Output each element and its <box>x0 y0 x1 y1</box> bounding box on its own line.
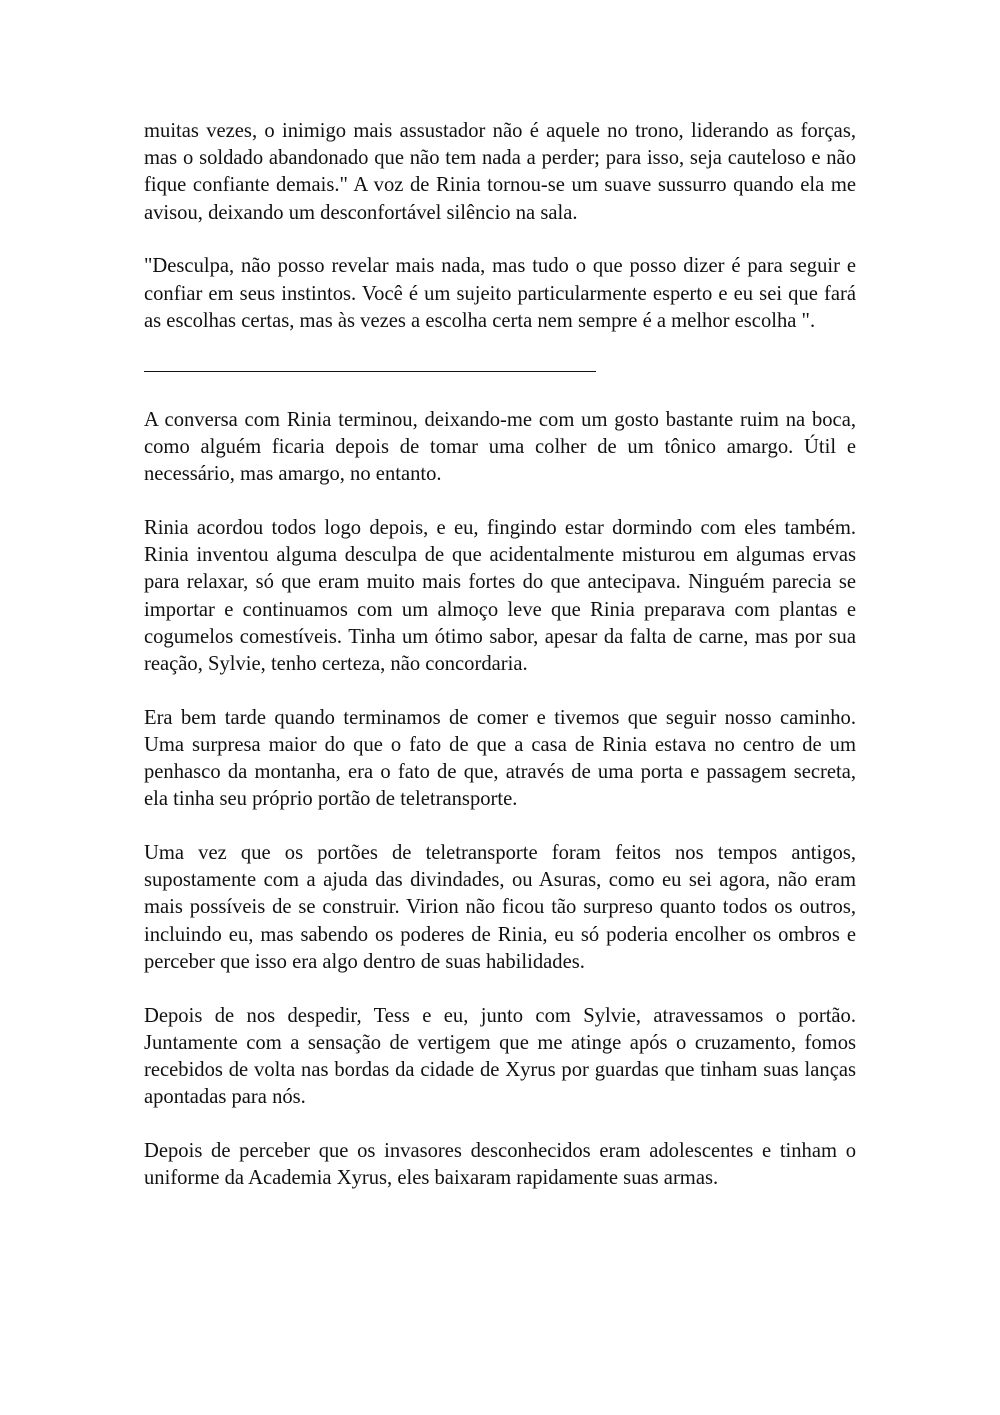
paragraph-ancient-gates: Uma vez que os portões de teletransporte foram feitos nos tempos antigos, supostamente com a ajuda das divindades, ou Asuras, como eu sei agora, não eram mais possíveis de se construir. Virion não ficou tão surpreso quanto todos os outros, incluindo eu, mas sabendo os poderes de Rinia, eu só poderia encolher os ombros e perceber que isso era algo dentro de suas habilidades. <box>144 842 856 973</box>
paragraph-conversation-ended: A conversa com Rinia terminou, deixando-me com um gosto bastante ruim na boca, como alguém ficaria depois de tomar uma colher de um tônico amargo. Útil e necessário, mas amargo, no entanto. <box>144 408 856 486</box>
paragraph-crossing-gate: Depois de nos despedir, Tess e eu, junto com Sylvie, atravessamos o portão. Juntamente com a sensação de vertigem que me atinge após o cruzamento, fomos recebidos de volta nas bordas da cidade de Xyrus por guardas que tinham suas lanças apontadas para nós. <box>144 1004 856 1109</box>
paragraph-teleport-gate-discovery: Era bem tarde quando terminamos de comer e tivemos que seguir nosso caminho. Uma surpresa maior do que o fato de que a casa de Rinia estava no centro de um penhasco da montanha, era o fato de que, através de uma porta e passagem secreta, ela tinha seu próprio portão de teletransporte. <box>144 706 856 811</box>
paragraph-rinia-advice: "Desculpa, não posso revelar mais nada, mas tudo o que posso dizer é para seguir e confiar em seus instintos. Você é um sujeito particularmente esperto e eu sei que fará as escolhas certas, mas às vezes a escolha certa nem sempre é a melhor escolha ". <box>144 255 856 332</box>
document-page <box>144 118 856 1219</box>
paragraph-guards-lower-weapons: Depois de perceber que os invasores desconhecidos eram adolescentes e tinham o uniforme da Academia Xyrus, eles baixaram rapidamente suas armas. <box>144 1139 856 1190</box>
section-break-line <box>144 371 596 372</box>
paragraph-rinia-woke-everyone: Rinia acordou todos logo depois, e eu, fingindo estar dormindo com eles também. Rinia inventou alguma desculpa de que acidentalmente misturou em algumas ervas para relaxar, só que eram muito mais fortes do que antecipava. Ninguém parecia se importar e continuamos com um almoço leve que Rinia preparava com plantas e cogumelos comestíveis. Tinha um ótimo sabor, apesar da falta de carne, mas por sua reação, Sylvie, tenho certeza, não concordaria. <box>144 517 856 676</box>
paragraph-warning-continuation: muitas vezes, o inimigo mais assustador não é aquele no trono, liderando as forças, mas o soldado abandonado que não tem nada a perder; para isso, seja cauteloso e não fique confiante demais." A voz de Rinia tornou-se um suave sussurro quando ela me avisou, deixando um desconfortável silêncio na sala. <box>144 120 856 224</box>
